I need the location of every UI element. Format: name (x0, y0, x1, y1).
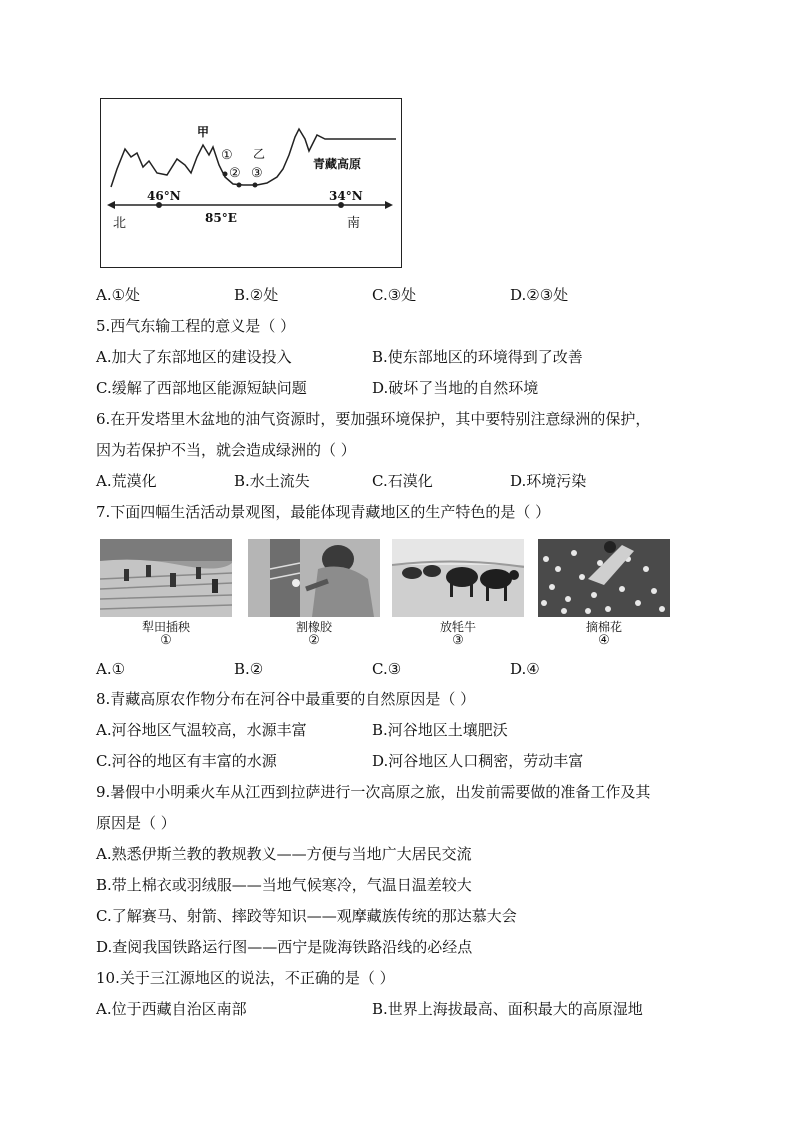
q6-stem-line1: 6.在开发塔里木盆地的油气资源时，要加强环境保护，其中要特别注意绿洲的保护， (96, 410, 651, 428)
caption-number-1: ① (160, 633, 172, 648)
location-dot-1 (223, 172, 228, 177)
q5-option-c[interactable]: C.缓解了西部地区能源短缺问题 (96, 379, 307, 397)
location-dot-3 (253, 183, 258, 188)
q10-option-a[interactable]: A.位于西藏自治区南部 (96, 1000, 247, 1018)
q7-option-a[interactable]: A.① (96, 660, 126, 678)
q4-option-b[interactable]: B.②处 (234, 286, 279, 304)
caption-number-4: ④ (598, 633, 610, 648)
label-south: 南 (347, 216, 361, 231)
q5-option-b[interactable]: B.使东部地区的环境得到了改善 (372, 348, 583, 366)
q6-option-b[interactable]: B.水土流失 (234, 472, 310, 490)
caption-rubber-tapping: 割橡胶 (295, 620, 332, 634)
q7-option-d[interactable]: D.④ (510, 660, 540, 678)
caption-cotton-picking: 摘棉花 (585, 620, 622, 634)
photo-rubber-tapping (248, 539, 380, 617)
q9-option-d[interactable]: D.查阅我国铁路运行图——西宁是陇海铁路沿线的必经点 (96, 938, 473, 956)
axis-arrow-left (107, 201, 115, 209)
photo-cotton-picking (538, 539, 670, 617)
caption-rice-planting: 犁田插秧 (141, 620, 190, 634)
q6-option-d[interactable]: D.环境污染 (510, 472, 587, 490)
q8-option-c[interactable]: C.河谷的地区有丰富的水源 (96, 752, 277, 770)
caption-number-3: ③ (452, 633, 464, 648)
q4-option-d[interactable]: D.②③处 (510, 286, 569, 304)
q6-option-c[interactable]: C.石漠化 (372, 472, 433, 490)
q5-option-a[interactable]: A.加大了东部地区的建设投入 (96, 348, 292, 366)
q6-option-a[interactable]: A.荒漠化 (96, 472, 157, 490)
label-lat-34: 34°N (329, 189, 363, 203)
terrain-profile-figure (100, 98, 402, 268)
location-dot-2 (237, 183, 242, 188)
q10-stem: 10.关于三江源地区的说法，不正确的是（ ） (96, 969, 395, 987)
photo-yak-herding (392, 539, 524, 617)
label-longitude: 85°E (205, 211, 237, 225)
caption-number-2: ② (308, 633, 320, 648)
q7-stem: 7.下面四幅生活活动景观图，最能体现青藏地区的生产特色的是（ ） (96, 503, 551, 521)
caption-yak-herding: 放牦牛 (439, 620, 476, 634)
q9-stem-line1: 9.暑假中小明乘火车从江西到拉萨进行一次高原之旅，出发前需要做的准备工作及其 (96, 783, 651, 801)
marker-2: ② (229, 166, 241, 181)
label-jia: 甲 (197, 125, 210, 139)
marker-1: ① (221, 148, 233, 163)
label-north: 北 (113, 216, 127, 231)
q9-option-a[interactable]: A.熟悉伊斯兰教的教规教义——方便与当地广大居民交流 (96, 845, 472, 863)
terrain-profile-drawing (101, 99, 403, 269)
q4-option-c[interactable]: C.③处 (372, 286, 417, 304)
q8-option-a[interactable]: A.河谷地区气温较高，水源丰富 (96, 721, 307, 739)
q5-stem: 5.西气东输工程的意义是（ ） (96, 317, 296, 335)
q9-option-b[interactable]: B.带上棉衣或羽绒服——当地气候寒冷，气温日温差较大 (96, 876, 472, 894)
q10-option-b[interactable]: B.世界上海拔最高、面积最大的高原湿地 (372, 1000, 643, 1018)
q9-stem-line2: 原因是（ ） (96, 814, 176, 832)
q8-option-b[interactable]: B.河谷地区土壤肥沃 (372, 721, 508, 739)
label-plateau: 青藏高原 (313, 157, 362, 171)
q6-stem-line2: 因为若保护不当，就会造成绿洲的（ ） (96, 441, 356, 459)
axis-arrow-right (385, 201, 393, 209)
q4-option-a[interactable]: A.①处 (96, 286, 141, 304)
label-yi: 乙 (253, 147, 266, 161)
q8-option-d[interactable]: D.河谷地区人口稠密，劳动丰富 (372, 752, 584, 770)
q5-option-d[interactable]: D.破坏了当地的自然环境 (372, 379, 539, 397)
q7-option-b[interactable]: B.② (234, 660, 264, 678)
q8-stem: 8.青藏高原农作物分布在河谷中最重要的自然原因是（ ） (96, 690, 476, 708)
label-lat-46: 46°N (147, 189, 181, 203)
q7-option-c[interactable]: C.③ (372, 660, 402, 678)
q9-option-c[interactable]: C.了解赛马、射箭、摔跤等知识——观摩藏族传统的那达慕大会 (96, 907, 517, 925)
marker-3: ③ (251, 166, 263, 181)
photo-rice-planting (100, 539, 232, 617)
